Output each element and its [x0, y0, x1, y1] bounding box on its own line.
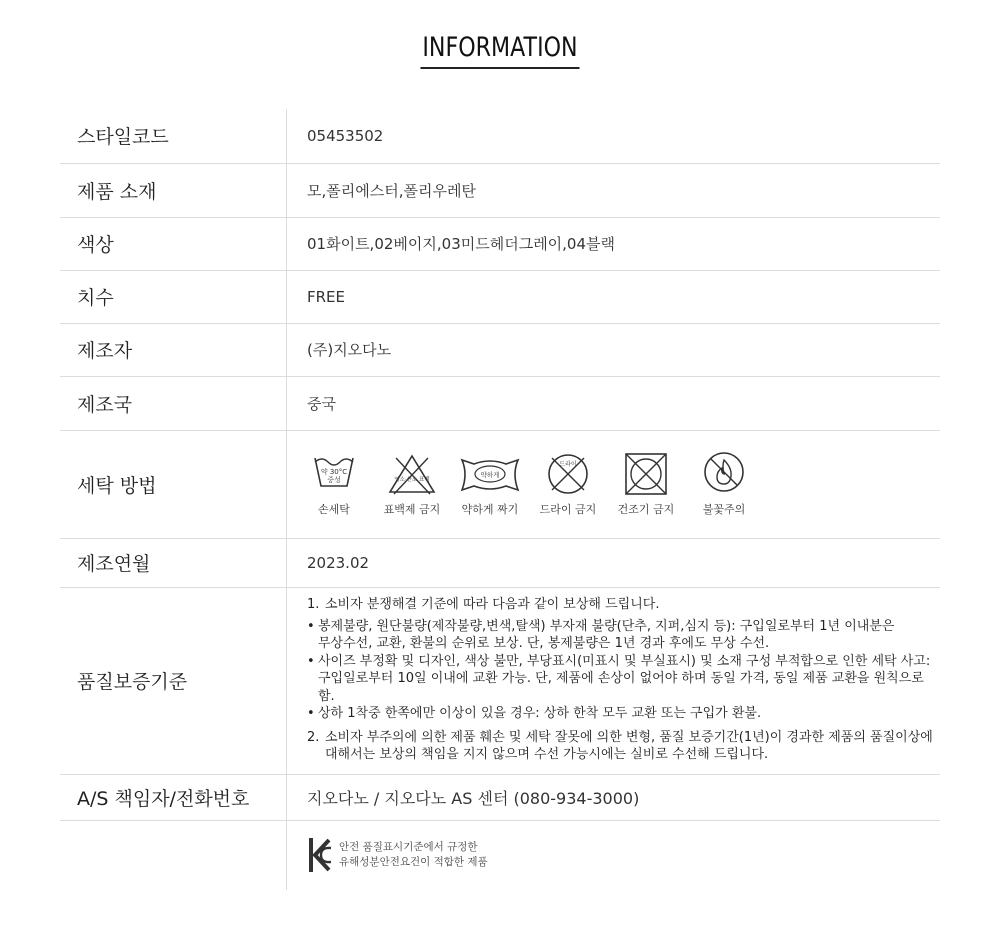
washing-value	[287, 430, 941, 538]
gentle-wring-icon	[460, 452, 520, 496]
care-hand-wash	[295, 452, 373, 517]
row-kc	[60, 820, 940, 890]
care-gentle-wring	[451, 452, 529, 517]
material-label: 제품 소재	[60, 163, 287, 217]
row-country	[60, 376, 940, 430]
quality-item-1	[307, 596, 939, 614]
date-value: 2023.02	[287, 538, 941, 587]
flame-caution-icon	[700, 452, 748, 496]
no-tumble-dry-caption: 건조기 금지	[617, 502, 675, 516]
laundry-icons	[295, 452, 939, 517]
quality-item-2-line-2: 대해서는 보상의 책임을 지지 않으며 수선 가능시에는 실비로 수선해 드립니다.	[325, 747, 769, 763]
size-value: FREE	[287, 270, 941, 323]
gentle-wring-inner: 약하게	[480, 470, 500, 479]
quality-bullet: • 사이즈 부정확 및 디자인, 색상 불만, 부당표시(미표시 및 부실표시) 및 소재 구성 부적합으로 인한 세탁 사고: 구입일로부터 10일 이내에 교환 가능. 단, 제품에 손상이 없어야 하며 동일 가격, 동일 제품 교환을 원칙으로 함.	[307, 653, 931, 704]
no-bleach-icon	[386, 452, 438, 496]
color-value: 01화이트,02베이지,03미드헤더그레이,04블랙	[287, 217, 941, 270]
as-label: A/S 책임자/전화번호	[60, 774, 287, 820]
no-dry-clean-caption: 드라이 금지	[539, 502, 597, 516]
maker-value: (주)지오다노	[287, 323, 941, 376]
style-code-value: 05453502	[287, 109, 941, 163]
row-style-code	[60, 109, 940, 163]
care-no-bleach	[373, 452, 451, 517]
country-value: 중국	[287, 376, 941, 430]
hand-wash-inner-1: 약 30°C	[320, 467, 348, 476]
kc-text-line-1: 안전 품질표시기준에서 규정한	[339, 841, 478, 854]
row-color	[60, 217, 940, 270]
maker-label: 제조자	[60, 323, 287, 376]
quality-bullet-1-line-1: 봉제불량, 원단불량(제작불량,변색,탈색) 부자재 불량(단추, 지퍼,심지 등): 구입일로부터 1년 이내분은	[318, 618, 895, 634]
quality-item-2	[307, 729, 939, 764]
gentle-wring-caption: 약하게 짜기	[461, 502, 519, 516]
quality-bullet: • 상하 1착중 한쪽에만 이상이 있을 경우: 상하 한착 모두 교환 또는 구입가 환불.	[307, 706, 762, 722]
quality-item-1-num: 1.	[307, 597, 320, 613]
kc-mark	[307, 836, 939, 874]
hand-wash-icon	[310, 452, 358, 496]
quality-item-1-text: 소비자 분쟁해결 기준에 따라 다음과 같이 보상해 드립니다.	[325, 597, 660, 613]
washing-label: 세탁 방법	[60, 430, 287, 538]
row-date	[60, 538, 940, 587]
quality-bullet-1-line-2: 무상수선, 교환, 환불의 순위로 보상. 단, 봉제불량은 1년 경과 후에도 무상 수선.	[318, 636, 770, 652]
quality-bullet-2-line-2: 구입일로부터 10일 이내에 교환 가능. 단, 제품에 손상이 없어야 하며 동일 가격, 동일 제품 교환을 원칙으로 함.	[318, 671, 924, 704]
care-no-tumble-dry	[607, 452, 685, 517]
date-label: 제조연월	[60, 538, 287, 587]
quality-label: 품질보증기준	[60, 587, 287, 774]
color-label: 색상	[60, 217, 287, 270]
row-maker	[60, 323, 940, 376]
quality-item-2-line-1: 소비자 부주의에 의한 제품 훼손 및 세탁 잘못에 의한 변형, 품질 보증기간(1년)이 경과한 제품의 품질이상에	[325, 729, 933, 745]
style-code-label: 스타일코드	[60, 109, 287, 163]
quality-bullet-3-line-1: 상하 1착중 한쪽에만 이상이 있을 경우: 상하 한착 모두 교환 또는 구입가 환불.	[318, 706, 762, 722]
page-title: INFORMATION	[90, 30, 910, 69]
row-size	[60, 270, 940, 323]
hand-wash-caption: 손세탁	[318, 502, 350, 516]
flame-caution-caption: 불꽃주의	[702, 502, 746, 516]
size-label: 치수	[60, 270, 287, 323]
no-bleach-caption: 표백제 금지	[383, 502, 441, 516]
quality-bullets	[307, 618, 939, 723]
hand-wash-inner-2: 중성	[327, 475, 341, 484]
product-info-table	[60, 109, 940, 890]
no-dry-clean-inner: 드라이	[559, 460, 577, 468]
as-value: 지오다노 / 지오다노 AS 센터 (080-934-3000)	[287, 774, 941, 820]
kc-text-line-2: 유해성분안전요건이 적합한 제품	[339, 856, 488, 869]
country-label: 제조국	[60, 376, 287, 430]
no-bleach-inner: 염소·산소 표백	[394, 476, 430, 483]
no-dry-clean-icon	[544, 452, 592, 496]
quality-value	[287, 587, 941, 774]
kc-value	[287, 820, 941, 890]
row-as	[60, 774, 940, 820]
quality-text	[307, 596, 939, 764]
quality-item-2-num: 2.	[307, 729, 320, 745]
row-material	[60, 163, 940, 217]
material-value: 모,폴리에스터,폴리우레탄	[287, 163, 941, 217]
quality-bullet-2-line-1: 사이즈 부정확 및 디자인, 색상 불만, 부당표시(미표시 및 부실표시) 및 소재 구성 부적합으로 인한 세탁 사고:	[318, 653, 931, 669]
kc-certification-icon	[307, 836, 333, 874]
quality-bullet: • 봉제불량, 원단불량(제작불량,변색,탈색) 부자재 불량(단추, 지퍼,심지 등): 구입일로부터 1년 이내분은 무상수선, 교환, 환불의 순위로 보상. 단, 봉제불량은 1년 경과 후에도 무상 수선.	[307, 618, 895, 652]
kc-label-empty	[60, 820, 287, 890]
care-no-dry-clean	[529, 452, 607, 517]
no-tumble-dry-icon	[622, 452, 670, 496]
care-flame-caution	[685, 452, 763, 517]
row-washing	[60, 430, 940, 538]
row-quality	[60, 587, 940, 774]
